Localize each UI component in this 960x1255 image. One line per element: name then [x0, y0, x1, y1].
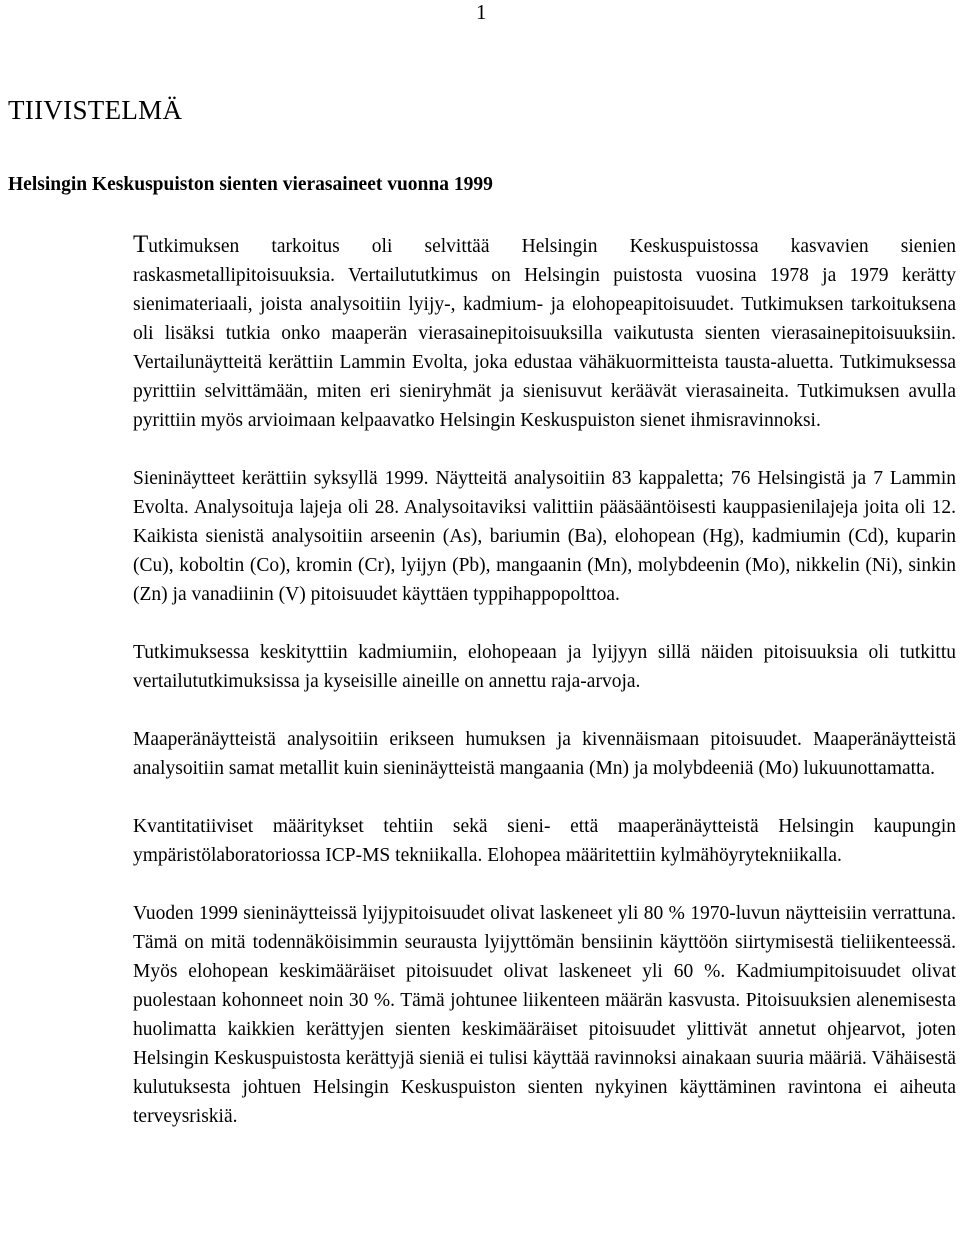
paragraph-focus — [133, 638, 956, 696]
abstract-body — [133, 230, 956, 1131]
paragraph-text: Sieninäytteet kerättiin syksyllä 1999. Näytteitä analysoitiin 83 kappaletta; 76 Helsingistä ja 7 Lammin Evolta. Analysoituja lajeja oli 28. Analysoitaviksi valittiin pääsääntöisesti kauppasienilajeja joita oli 12. Kaikista sienistä analysoitiin arseenin (As), bariumin (Ba), elohopean (Hg), kadmiumin (Cd), kuparin (Cu), koboltin (Co), kromin (Cr), lyijyn (Pb), mangaanin (Mn), molybdeenin (Mo), nikkelin (Ni), sinkin (Zn) ja vanadiinin (V) pitoisuudet käyttäen typpihappopolttoa. — [133, 468, 956, 605]
paragraph-text: Kvantitatiiviset määritykset tehtiin sekä sieni- että maaperänäytteistä Helsingin kaupungin ympäristölaboratoriossa ICP-MS tekniikalla. Elohopea määritettiin kylmähöyrytekniikalla. — [133, 816, 956, 866]
paragraph-text: Vuoden 1999 sieninäytteissä lyijypitoisuudet olivat laskeneet yli 80 % 1970-luvun näytteisiin verrattuna. Tämä on mitä todennäköisimmin seurausta lyijyttömän bensiinin käyttöön siirtymisestä tieliikenteessä. Myös elohopean keskimääräiset pitoisuudet olivat laskeneet yli 60 %. Kadmiumpitoisuudet olivat puolestaan kohonneet noin 30 %. Tämä johtunee liikenteen määrän kasvusta. Pitoisuuksien alenemisesta huolimatta kaikkien kerättyjen sienten keskimääräiset pitoisuudet ylittivät annetut ohjearvot, joten Helsingin Keskuspuistosta kerättyjä sieniä ei tulisi käyttää ravinnoksi ainakaan suuria määriä. Vähäisestä kulutuksesta johtuen Helsingin Keskuspuiston sienten nykyinen käyttäminen ravintona ei aiheuta terveysriskiä. — [133, 903, 956, 1127]
paragraph-text: utkimuksen tarkoitus oli selvittää Helsingin Keskuspuistossa kasvavien sienien raskasmetallipitoisuuksia. Vertailututkimus on Helsingin puistosta vuosina 1978 ja 1979 kerätty sienimateriaali, joista analysoitiin lyijy-, kadmium- ja elohopeapitoisuudet. Tutkimuksen tarkoituksena oli lisäksi tutkia onko maaperän vierasainepitoisuuksilla vaikutusta sienten vierasainepitoisuuksiin. Vertailunäytteitä kerättiin Lammin Evolta, joka edustaa vähäkuormitteista tausta-aluetta. Tutkimuksessa pyrittiin selvittämään, miten eri sieniryhmät ja sienisuvut keräävät vierasaineita. Tutkimuksen avulla pyrittiin myös arvioimaan kelpaavatko Helsingin Keskuspuiston sienet ihmisravinnoksi. — [133, 236, 956, 431]
paragraph-soil — [133, 725, 956, 783]
paragraph-purpose — [133, 230, 956, 435]
paragraph-text: Maaperänäytteistä analysoitiin erikseen humuksen ja kivennäismaan pitoisuudet. Maaperänäytteistä analysoitiin samat metallit kuin sieninäytteistä mangaania (Mn) ja molybdeeniä (Mo) lukuunottamatta. — [133, 729, 956, 779]
paragraph-methods — [133, 812, 956, 870]
paragraph-initial: T — [133, 231, 149, 258]
document-subtitle: Helsingin Keskuspuiston sienten vierasaineet vuonna 1999 — [8, 174, 493, 195]
paragraph-text: Tutkimuksessa keskityttiin kadmiumiin, elohopeaan ja lyijyyn sillä näiden pitoisuuksia oli tutkittu vertailututkimuksissa ja kyseisille aineille on annettu raja-arvoja. — [133, 642, 956, 692]
paragraph-results — [133, 899, 956, 1131]
paragraph-samples — [133, 464, 956, 609]
page-number: 1 — [476, 0, 487, 24]
page-title: TIIVISTELMÄ — [8, 95, 183, 125]
